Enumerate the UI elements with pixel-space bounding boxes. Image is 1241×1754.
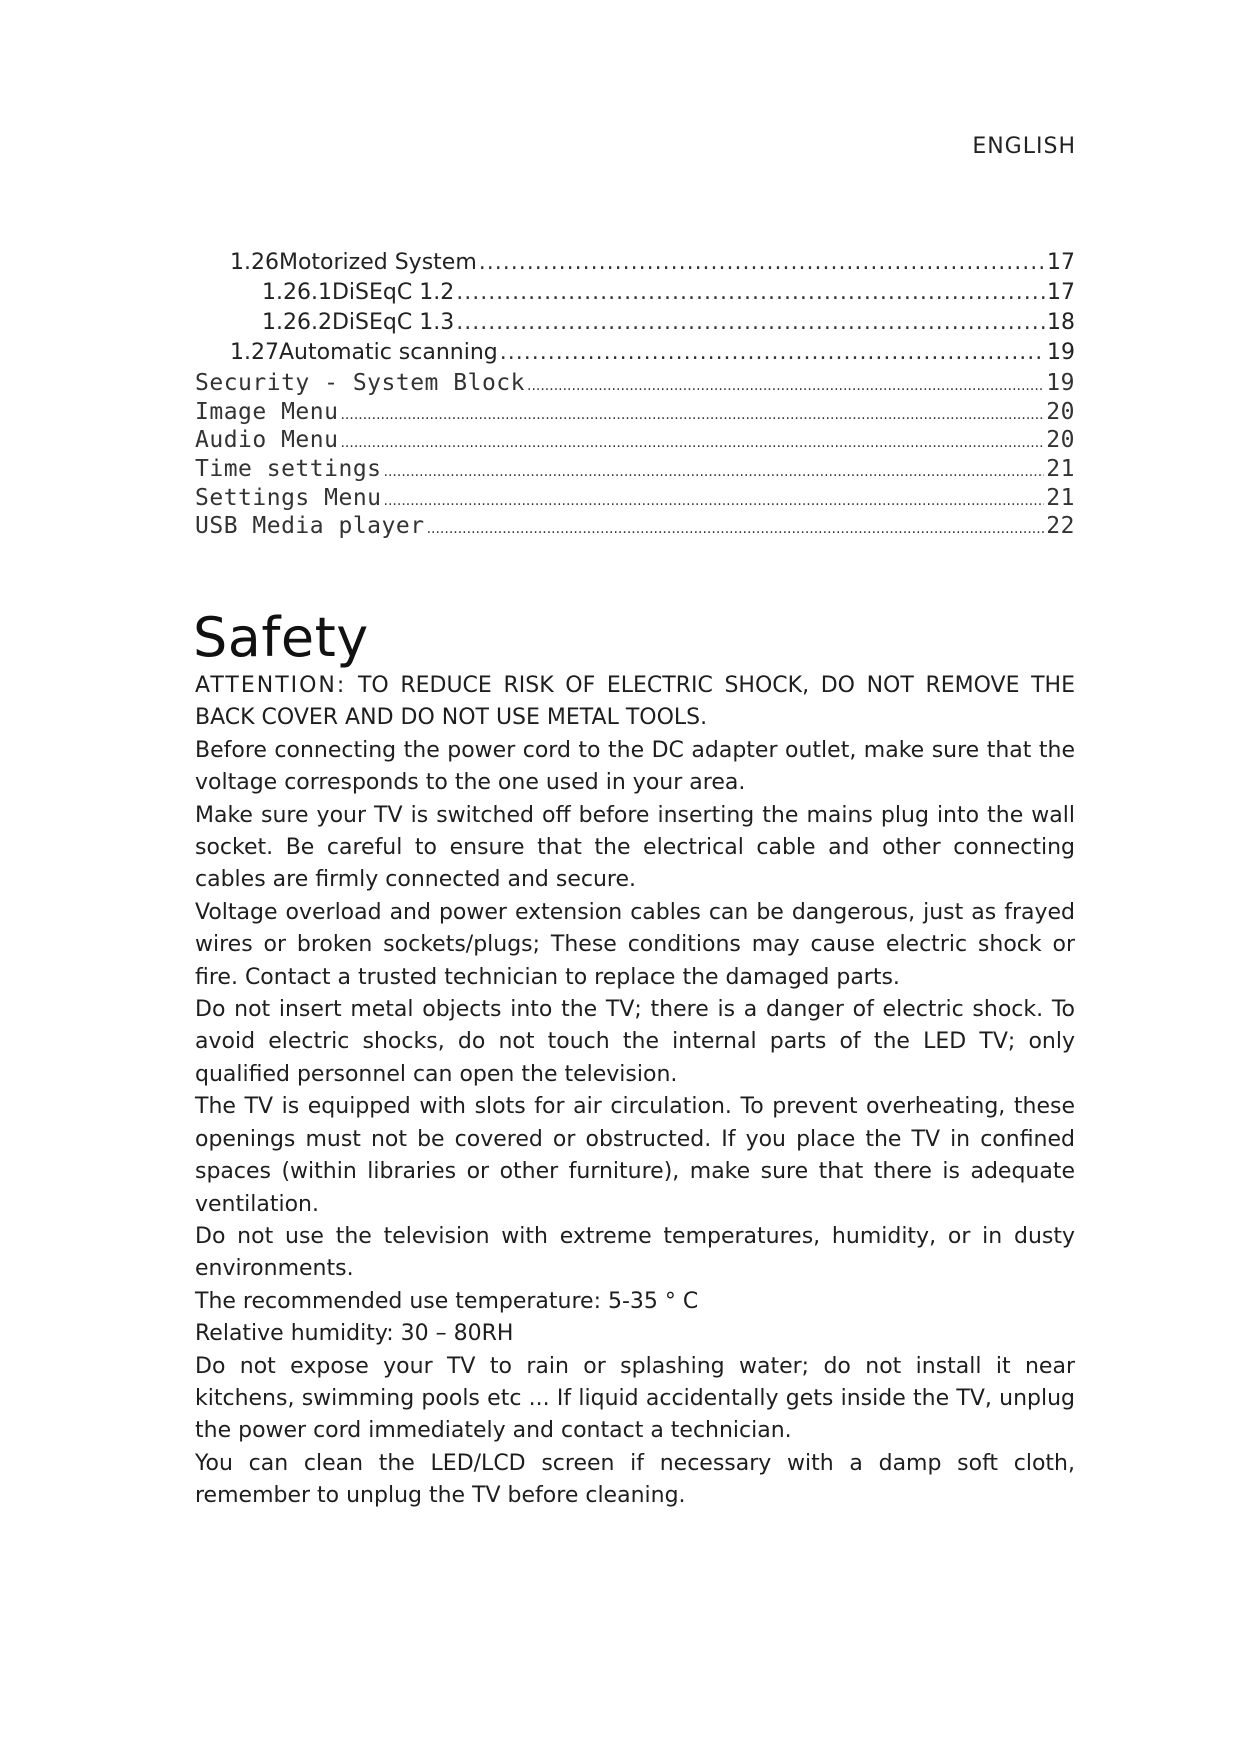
table-of-contents (195, 250, 1075, 542)
toc-entry[interactable] (195, 250, 1075, 280)
toc-entry-page: 20 (1046, 427, 1075, 454)
toc-entry-title: Automatic scanning (278, 340, 498, 365)
toc-entry[interactable] (195, 399, 1075, 428)
toc-entry-title: DiSEqC 1.2 (331, 280, 455, 305)
safety-paragraph: You can clean the LED/LCD screen if necessary with a damp soft cloth, remember to unplug the TV before cleaning. (195, 1450, 1075, 1509)
toc-entry-title: DiSEqC 1.3 (331, 310, 455, 335)
toc-entry[interactable] (195, 370, 1075, 399)
toc-entry-number: 1.26 (230, 250, 279, 275)
toc-entry[interactable] (195, 310, 1075, 340)
toc-entry[interactable] (195, 340, 1075, 370)
attention-label: ATTENTION: (195, 673, 347, 698)
toc-entry-number: 1.27 (230, 340, 279, 365)
safety-content (195, 670, 1075, 1513)
toc-entry-title: Time settings (195, 456, 382, 483)
toc-leader-dots (527, 378, 1044, 394)
toc-entry-number: 1.26.1 (262, 280, 332, 305)
toc-entry[interactable] (195, 280, 1075, 310)
safety-paragraph: The TV is equipped with slots for air circulation. To prevent overheating, these openings must not be covered or obstructed. If you place the TV in confined spaces (within libraries or other furniture), make sure that there is adequate ventilation. (195, 1094, 1075, 1217)
toc-leader-dots (456, 310, 1045, 335)
toc-entry-page: 19 (1047, 340, 1075, 365)
toc-leader-dots (500, 340, 1045, 365)
safety-paragraph: Do not expose your TV to rain or splashing water; do not install it near kitchens, swimming pools etc ... If liquid accidentally gets inside the TV, unplug the power cord immediately and contact a technician. (195, 1353, 1075, 1444)
toc-leader-dots (384, 493, 1045, 509)
attention-paragraph (195, 670, 1075, 735)
toc-entry-title: Motorized System (278, 250, 477, 275)
toc-entry-title: Image Menu (195, 398, 339, 425)
safety-paragraph: Voltage overload and power extension cables can be dangerous, just as frayed wires or broken sockets/plugs; These conditions may cause electric shock or fire. Contact a trusted technician to replace the damaged parts. (195, 899, 1075, 990)
toc-entry[interactable] (195, 485, 1075, 514)
safety-paragraph: Do not use the television with extreme temperatures, humidity, or in dusty environments. (195, 1223, 1075, 1282)
toc-leader-dots (456, 280, 1045, 305)
toc-entry[interactable] (195, 427, 1075, 456)
safety-paragraph: Make sure your TV is switched off before inserting the mains plug into the wall socket. Be careful to ensure that the electrical cable and other connecting cables are firmly connected and secure. (195, 802, 1075, 893)
toc-entry-number: 1.26.2 (262, 310, 332, 335)
toc-entry-page: 17 (1047, 280, 1075, 305)
toc-leader-dots (479, 250, 1045, 275)
attention-text: TO REDUCE RISK OF ELECTRIC SHOCK, DO NOT REMOVE THE BACK COVER AND DO NOT USE METAL TOOLS. (195, 673, 1075, 731)
toc-entry-page: 22 (1046, 513, 1075, 540)
safety-paragraph: Before connecting the power cord to the DC adapter outlet, make sure that the voltage corresponds to the one used in your area. (195, 737, 1075, 796)
toc-leader-dots (340, 407, 1044, 423)
section-title: Safety (193, 606, 369, 669)
toc-entry-title: Settings Menu (195, 484, 382, 511)
toc-leader-dots (340, 435, 1044, 451)
toc-leader-dots (427, 521, 1045, 537)
toc-leader-dots (384, 464, 1045, 480)
toc-entry-page: 21 (1046, 456, 1075, 483)
toc-entry-page: 19 (1046, 370, 1075, 396)
toc-entry[interactable] (195, 513, 1075, 542)
toc-entry-page: 20 (1046, 398, 1075, 425)
language-label: ENGLISH (972, 134, 1076, 159)
toc-entry-title: USB Media player (195, 513, 425, 540)
toc-entry-page: 17 (1047, 250, 1075, 275)
safety-paragraph: Do not insert metal objects into the TV; there is a danger of electric shock. To avoid electric shocks, do not touch the internal parts of the LED TV; only qualified personnel can open the television. (195, 997, 1075, 1087)
toc-entry[interactable] (195, 456, 1075, 485)
toc-entry-title: Audio Menu (195, 427, 339, 454)
toc-entry-page: 21 (1046, 484, 1075, 511)
safety-paragraph: Relative humidity: 30 – 80RH (195, 1321, 514, 1347)
safety-paragraph: The recommended use temperature: 5-35 ° C (195, 1288, 699, 1314)
toc-entry-page: 18 (1047, 310, 1075, 335)
toc-entry-title: Security - System Block (195, 370, 525, 396)
